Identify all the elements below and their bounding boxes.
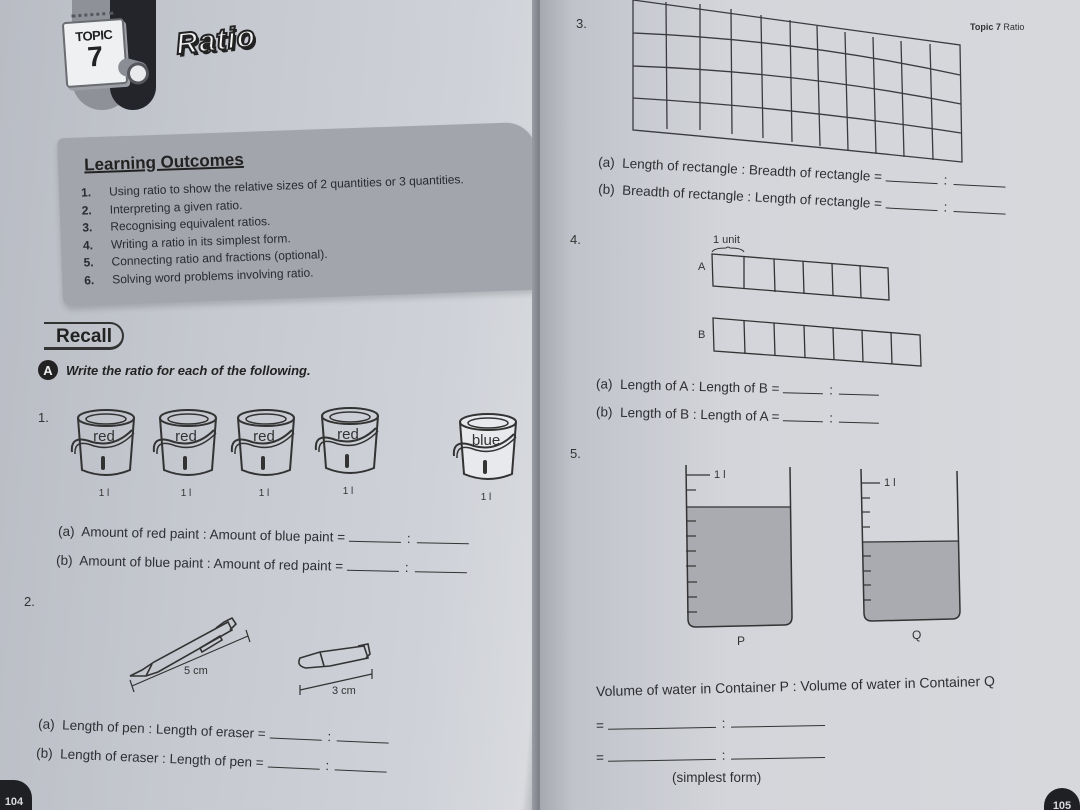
bar-a (712, 254, 889, 300)
eraser-length-label: 3 cm (332, 685, 356, 697)
measuring-containers (680, 465, 980, 635)
outcome-item: 6. Solving word problems involving ratio. (83, 265, 314, 288)
recall-heading: Recall (44, 322, 124, 350)
answer-blank[interactable] (839, 411, 879, 424)
question-5-answer-2: = : (596, 746, 826, 765)
section-a-badge: A (38, 360, 58, 380)
learning-outcomes-list (81, 172, 467, 290)
answer-blank[interactable] (783, 409, 823, 422)
container-p-label: P (737, 634, 746, 648)
question-4a: (a) Length of A : Length of B = : (596, 376, 879, 398)
bucket-volume: 1 l (342, 486, 354, 497)
answer-blank[interactable] (783, 381, 823, 394)
container-q-mark: 1 l (884, 477, 896, 489)
question-3-number: 3. (576, 16, 587, 31)
paint-bucket-red (226, 408, 302, 499)
answer-blank[interactable] (608, 748, 716, 762)
answer-blank[interactable] (349, 530, 401, 543)
paint-bucket-red (148, 408, 224, 499)
question-3a: (a) Length of rectangle : Breadth of rectangle = : (598, 154, 1006, 190)
answer-blank[interactable] (335, 758, 387, 772)
simplest-form-note: (simplest form) (672, 770, 762, 785)
question-3b: (b) Breadth of rectangle : Length of rectangle = : (598, 181, 1006, 217)
question-2b: (b) Length of eraser : Length of pen = : (36, 745, 388, 775)
answer-blank[interactable] (347, 559, 399, 572)
question-1b: (b) Amount of blue paint : Amount of red paint = : (56, 553, 467, 577)
answer-blank[interactable] (839, 383, 879, 396)
unit-label: 1 unit (713, 234, 740, 246)
outcome-item: 5. Connecting ratio and fractions (optional). (83, 247, 328, 270)
paint-bucket-red (66, 408, 142, 499)
answer-blank[interactable] (608, 716, 716, 730)
question-5-statement: Volume of water in Container P : Volume of water in Container Q (595, 672, 996, 700)
bar-b-label: B (698, 329, 706, 341)
pen-icon (130, 618, 236, 676)
answer-blank[interactable] (885, 196, 938, 211)
bucket-label: red (93, 428, 115, 445)
bucket-volume: 1 l (480, 492, 492, 503)
outcome-item: 1. Using ratio to show the relative sizes of 2 quantities or 3 quantities. (80, 172, 464, 200)
question-1-number: 1. (38, 410, 49, 425)
page-title: Ratio (174, 19, 258, 62)
bar-a-label: A (698, 261, 706, 273)
running-head: Topic 7 Ratio (970, 22, 1025, 32)
outcome-item: 3. Recognising equivalent ratios. (82, 214, 271, 235)
pen-length-arrow (130, 630, 250, 692)
learning-outcomes-box (57, 122, 541, 307)
page-number-104: 104 (0, 780, 32, 810)
answer-blank[interactable] (885, 169, 938, 184)
answer-blank[interactable] (414, 560, 466, 573)
answer-blank[interactable] (267, 755, 319, 769)
bucket-volume: 1 l (180, 488, 192, 499)
question-2-number: 2. (24, 594, 35, 609)
container-p (686, 465, 792, 627)
outcome-item: 2. Interpreting a given ratio. (81, 197, 243, 218)
bucket-label: red (337, 426, 359, 443)
container-q (861, 469, 960, 621)
question-5-number: 5. (570, 446, 581, 461)
outcome-item: 4. Writing a ratio in its simplest form. (82, 230, 291, 253)
question-2a: (a) Length of pen : Length of eraser = : (38, 716, 390, 746)
eraser-icon (299, 644, 370, 668)
topic-label: TOPIC (74, 26, 113, 45)
bucket-volume: 1 l (258, 488, 270, 499)
bucket-label: blue (471, 432, 501, 449)
question-4-number: 4. (570, 232, 581, 247)
pen-length-label: 5 cm (184, 665, 208, 677)
bar-b (713, 318, 921, 366)
paint-bucket-blue (448, 412, 524, 503)
question-1a: (a) Amount of red paint : Amount of blue paint = : (58, 524, 469, 548)
container-p-mark: 1 l (714, 469, 726, 481)
answer-blank[interactable] (953, 200, 1006, 215)
calendar-icon (62, 18, 128, 88)
paint-bucket-red (310, 406, 386, 497)
rectangle-grid (630, 0, 970, 168)
question-5-answer-1: = : (596, 714, 826, 733)
section-a-heading (38, 360, 311, 380)
answer-blank[interactable] (953, 173, 1006, 188)
question-4b: (b) Length of B : Length of A = : (596, 404, 879, 426)
unit-brace (712, 247, 744, 252)
unit-bars (708, 244, 928, 368)
container-q-label: Q (912, 628, 922, 642)
answer-blank[interactable] (731, 746, 825, 760)
section-a-instruction: Write the ratio for each of the following. (66, 362, 311, 378)
bucket-volume: 1 l (98, 488, 110, 499)
bucket-label: red (175, 428, 197, 445)
answer-blank[interactable] (731, 714, 825, 728)
answer-blank[interactable] (416, 531, 468, 544)
bucket-label: red (253, 428, 275, 445)
topic-number: 7 (86, 40, 105, 73)
answer-blank[interactable] (269, 726, 321, 740)
answer-blank[interactable] (337, 729, 389, 743)
page-number-105: 105 (1044, 788, 1080, 810)
learning-outcomes-title: Learning Outcomes (83, 149, 245, 175)
